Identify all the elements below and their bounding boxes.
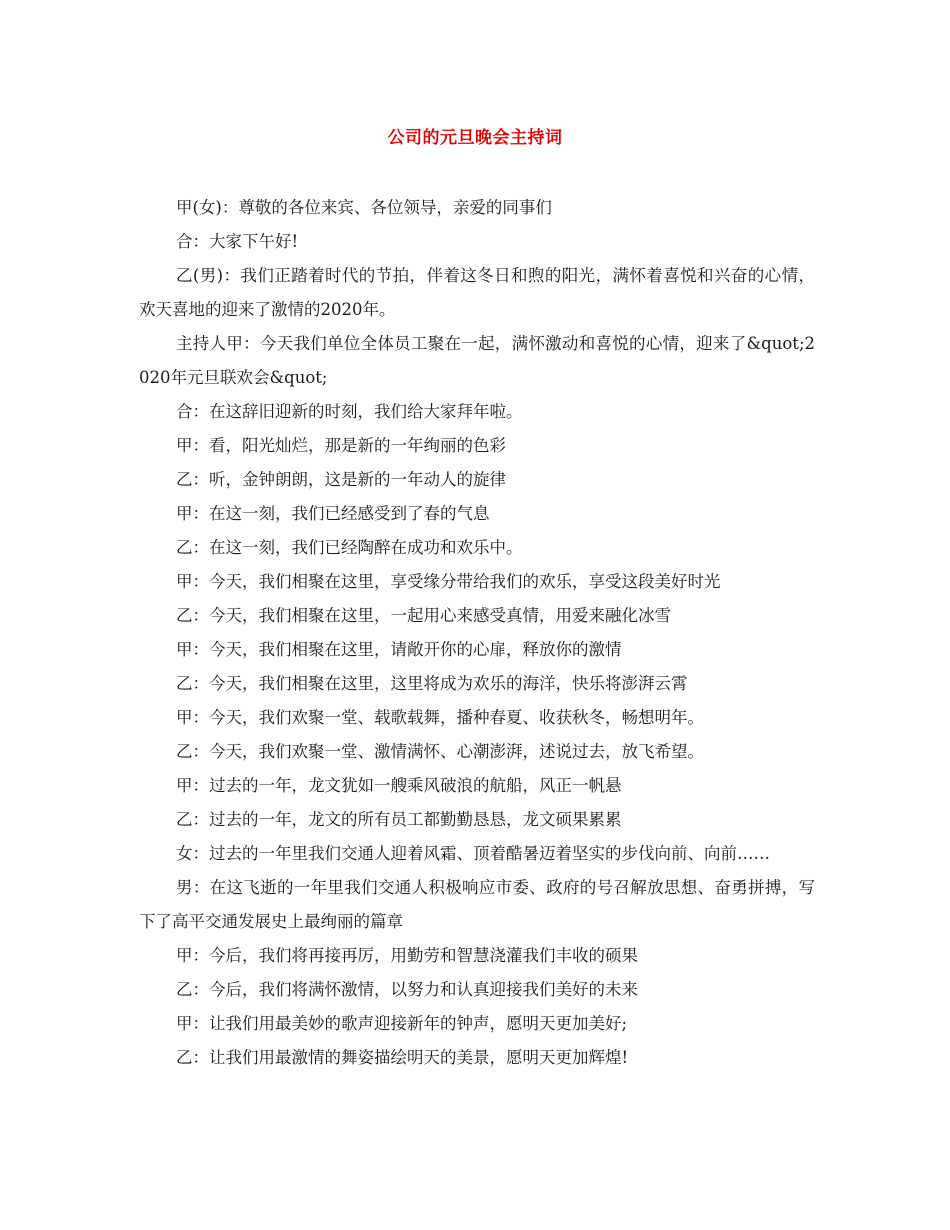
paragraph: 女：过去的一年里我们交通人迎着风霜、顶着酷暑迈着坚实的步伐向前、向前……: [176, 844, 770, 863]
paragraph: 甲：让我们用最美妙的歌声迎接新年的钟声，愿明天更加美好;: [176, 1014, 628, 1033]
paragraph: 乙：在这一刻，我们已经陶醉在成功和欢乐中。: [176, 538, 523, 557]
paragraph: 乙：今天，我们欢聚一堂、激情满怀、心潮澎湃，述说过去，放飞希望。: [176, 742, 704, 761]
paragraph: 甲：看，阳光灿烂，那是新的一年绚丽的色彩: [176, 436, 506, 455]
paragraph: 乙(男)：我们正踏着时代的节拍，伴着这冬日和煦的阳光，满怀着喜悦和兴奋的心情，欢天喜地的迎来了激情的2020年。: [139, 266, 815, 319]
paragraph: 甲：今天，我们相聚在这里，享受缘分带给我们的欢乐，享受这段美好时光: [176, 572, 721, 591]
paragraph: 乙：让我们用最激情的舞姿描绘明天的美景，愿明天更加辉煌!: [176, 1048, 629, 1067]
paragraph: 合：在这辞旧迎新的时刻，我们给大家拜年啦。: [176, 402, 523, 421]
paragraph: 甲：今天，我们欢聚一堂、载歌载舞，播种春夏、收获秋冬，畅想明年。: [176, 708, 704, 727]
document-body: [139, 191, 815, 1075]
paragraph: 乙：听，金钟朗朗，这是新的一年动人的旋律: [176, 470, 506, 489]
paragraph: 甲：过去的一年，龙文犹如一艘乘风破浪的航船，风正一帆悬: [176, 776, 622, 795]
paragraph: 合：大家下午好!: [176, 232, 299, 251]
paragraph: 男：在这飞逝的一年里我们交通人积极响应市委、政府的号召解放思想、奋勇拼搏，写下了高平交通发展史上最绚丽的篇章: [139, 878, 815, 931]
paragraph: 乙：今后，我们将满怀激情，以努力和认真迎接我们美好的未来: [176, 980, 638, 999]
paragraph: 甲：今后，我们将再接再厉，用勤劳和智慧浇灌我们丰收的硕果: [176, 946, 638, 965]
document-title: 公司的元旦晚会主持词: [387, 128, 563, 148]
paragraph: 乙：今天，我们相聚在这里，这里将成为欢乐的海洋，快乐将澎湃云霄: [176, 674, 688, 693]
paragraph: 乙：今天，我们相聚在这里，一起用心来感受真情，用爱来融化冰雪: [176, 606, 671, 625]
paragraph: 乙：过去的一年，龙文的所有员工都勤勤恳恳，龙文硕果累累: [176, 810, 622, 829]
paragraph: 主持人甲：今天我们单位全体员工聚在一起，满怀激动和喜悦的心情，迎来了&quot;2020年元旦联欢会&quot;: [139, 334, 815, 387]
paragraph: 甲：今天，我们相聚在这里，请敞开你的心扉，释放你的激情: [176, 640, 622, 659]
paragraph: 甲(女)：尊敬的各位来宾、各位领导，亲爱的同事们: [176, 198, 552, 217]
paragraph: 甲：在这一刻，我们已经感受到了春的气息: [176, 504, 490, 523]
